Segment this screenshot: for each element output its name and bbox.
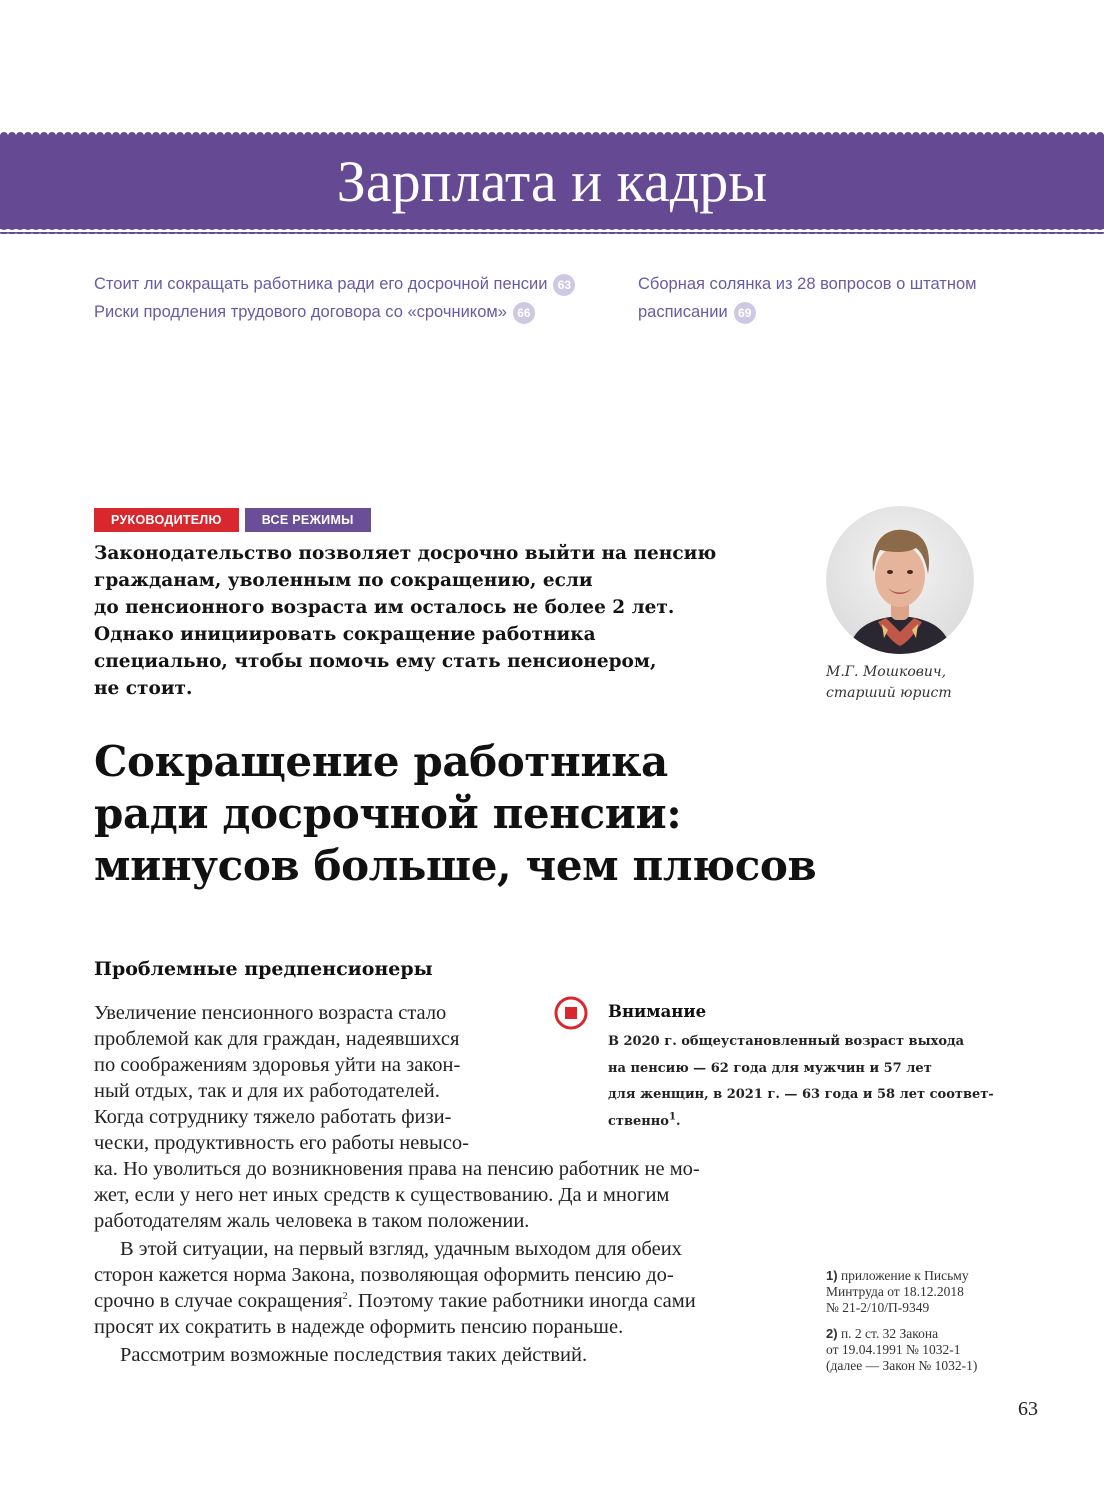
page-badge: 66 (513, 302, 535, 324)
article-headline: Сокращение работника ради досрочной пенсии: минусов больше, чем плюсов (94, 737, 817, 890)
toc-column-right (638, 270, 976, 326)
footnote-ref: 1 (668, 1111, 676, 1123)
author-photo (826, 506, 974, 654)
author-name: М.Г. Мошкович, (826, 664, 947, 680)
footnote-ref: 2 (342, 1291, 348, 1303)
page-badge: 63 (553, 274, 575, 296)
attention-title: Внимание (608, 1002, 707, 1021)
section-title: Зарплата и кадры (336, 149, 768, 214)
body-line: проблемой как для граждан, надеявшихся (94, 1028, 460, 1050)
article-tags (94, 508, 377, 532)
body-line: В этой ситуации, на первый взгляд, удачным выходом для обеих (120, 1238, 682, 1260)
body-line: ный отдых, так и для их работодателей. (94, 1080, 440, 1102)
tag-manager: РУКОВОДИТЕЛЮ (94, 508, 239, 532)
toc-item[interactable]: Риски продления трудового договора со «срочником» 66 (94, 298, 575, 326)
page-number: 63 (1018, 1398, 1038, 1420)
body-line: жет, если у него нет иных средств к существованию. Да и многим (94, 1184, 670, 1206)
tag-all-regimes: ВСЕ РЕЖИМЫ (245, 508, 371, 532)
body-line: Рассмотрим возможные последствия таких действий. (120, 1344, 588, 1366)
toc-item[interactable]: Стоит ли сокращать работника ради его досрочной пенсии 63 (94, 270, 575, 298)
page-badge: 69 (734, 302, 756, 324)
attention-text: В 2020 г. общеустановленный возраст выхода на пенсию — 62 года для мужчин и 57 лет для женщин, в 2021 г. — 63 года и 58 лет соответ- ственно$^1$. (608, 1034, 994, 1129)
toc-column-left (94, 270, 575, 326)
footnote-2: 2) п. 2 ст. 32 Закона от 19.04.1991 № 1032-1 (далее — Закон № 1032-1) (826, 1326, 978, 1373)
toc-item[interactable]: Сборная солянка из 28 вопросов о штатном расписании 69 (638, 270, 976, 326)
section-subheading: Проблемные предпенсионеры (94, 958, 433, 980)
attention-icon (554, 996, 588, 1030)
author-caption (826, 662, 952, 704)
footnote-1: 1) приложение к Письму Минтруда от 18.12.2018 № 21-2/10/П-9349 (826, 1268, 969, 1315)
body-line: Увеличение пенсионного возраста стало (94, 1002, 447, 1024)
body-line: сторон кажется норма Закона, позволяющая оформить пенсию до- (94, 1264, 674, 1286)
body-line: ка. Но уволиться до возникновения права на пенсию работник не мо- (94, 1158, 700, 1180)
author-role: старший юрист (826, 685, 952, 701)
body-line: срочно в случае сокращения$^2$. Поэтому такие работники иногда сами (94, 1290, 696, 1312)
body-line: по соображениям здоровья уйти на закон- (94, 1054, 461, 1076)
body-line: просят их сократить в надежде оформить пенсию пораньше. (94, 1316, 624, 1338)
lead-paragraph: Законодательство позволяет досрочно выйти на пенсию гражданам, уволенным по сокращению, если до пенсионного возраста им осталось не более 2 лет. Однако инициировать сокращение работника специально, чтобы помочь ему стать пенсионером, не стоит. (94, 543, 717, 699)
body-line: чески, продуктивность его работы невысо- (94, 1132, 470, 1154)
body-line: Когда сотруднику тяжело работать физи- (94, 1106, 452, 1128)
body-line: работодателям жаль человека в таком положении. (94, 1210, 530, 1232)
